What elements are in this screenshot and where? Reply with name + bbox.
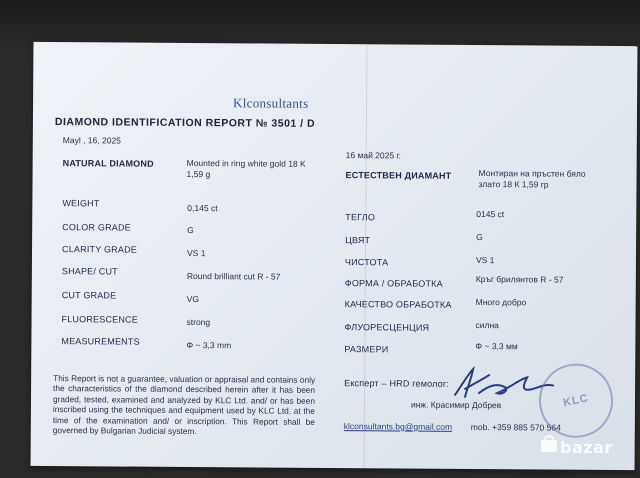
email-link[interactable]: klconsultants.bg@gmail.com [343,421,453,432]
right-type-label: ЕСТЕСТВЕН ДИАМАНТ [345,170,452,181]
right-mounting-line2: злато 18 К 1,59 гр [478,179,549,190]
left-row-label: WEIGHT [62,198,100,209]
left-row-value: strong [186,316,211,328]
right-row-label: КАЧЕСТВО ОБРАБОТКА [344,299,452,310]
certificate-card [31,42,638,470]
left-row-value: G [187,224,194,236]
right-row-label: РАЗМЕРИ [344,344,389,355]
company-logo: Klconsultants [233,95,309,111]
left-row-value: VG [186,293,200,305]
engineer-name: инж. Красимир Добрев [410,399,502,411]
left-row-label: CUT GRADE [61,290,117,301]
left-row-value: VS 1 [186,247,206,259]
right-row-label: ЧИСТОТА [344,257,389,268]
left-type-label: NATURAL DIAMOND [62,158,154,169]
left-row-value: Φ ~ 3,3 mm [186,339,232,351]
left-row-label: MEASUREMENTS [61,336,140,347]
right-row-value: G [476,231,483,243]
expert-label: Експерт – HRD гемолог: [344,378,450,389]
left-mounting-line2: 1,59 g [186,168,211,180]
right-row-value: силна [475,319,499,331]
right-row-value: Много добро [475,296,527,308]
right-date: 16 май 2025 г. [345,150,401,161]
left-date: Mayl , 16, 2025 [62,135,121,146]
left-mounting-line1: Mounted in ring white gold 18 K [186,157,306,169]
left-row-value: Round brilliant cut R - 57 [186,270,281,282]
report-title: DIAMOND IDENTIFICATION REPORT № 3501 / D [54,116,316,130]
right-row-value: Φ ~ 3,3 мм [475,340,518,352]
disclaimer-text: This Report is not a guarantee, valuation or appraisal and contains only the characteristics of the diamond described herein after it has been graded, tested, examined and analyzed by KLC Ltd. and/ or has been inscribed using the techniques and equipment used by KLC Ltd. at the time of the examination and/ or inscription. This Report shall be governed by Bulgarian Judicial system. [52,373,316,437]
left-row-label: SHAPE/ CUT [61,266,118,277]
right-row-label: ЦВЯТ [345,235,371,246]
right-row-value: Кръг брилянтов R - 57 [475,273,564,285]
right-row-label: ТЕГЛО [345,212,376,223]
watermark-text: bazar [560,438,613,457]
left-row-label: CLARITY GRADE [62,244,138,255]
phone-number: mob. +359 885 570 564 [470,421,561,433]
right-row-value: 0145 ct [476,208,505,220]
right-row-value: VS 1 [475,254,495,266]
right-mounting-line1: Монтиран на пръстен бяло [478,168,586,179]
watermark-bag-icon [538,432,560,454]
right-row-label: ФЛУОРЕСЦЕНЦИЯ [344,322,430,333]
stamp-text: KLC [562,392,590,410]
right-row-label: ФОРМА / ОБРАБОТКА [344,278,443,289]
left-row-value: 0,145 ct [187,202,218,214]
left-row-label: COLOR GRADE [62,222,131,233]
left-row-label: FLUORESCENCE [61,314,139,325]
